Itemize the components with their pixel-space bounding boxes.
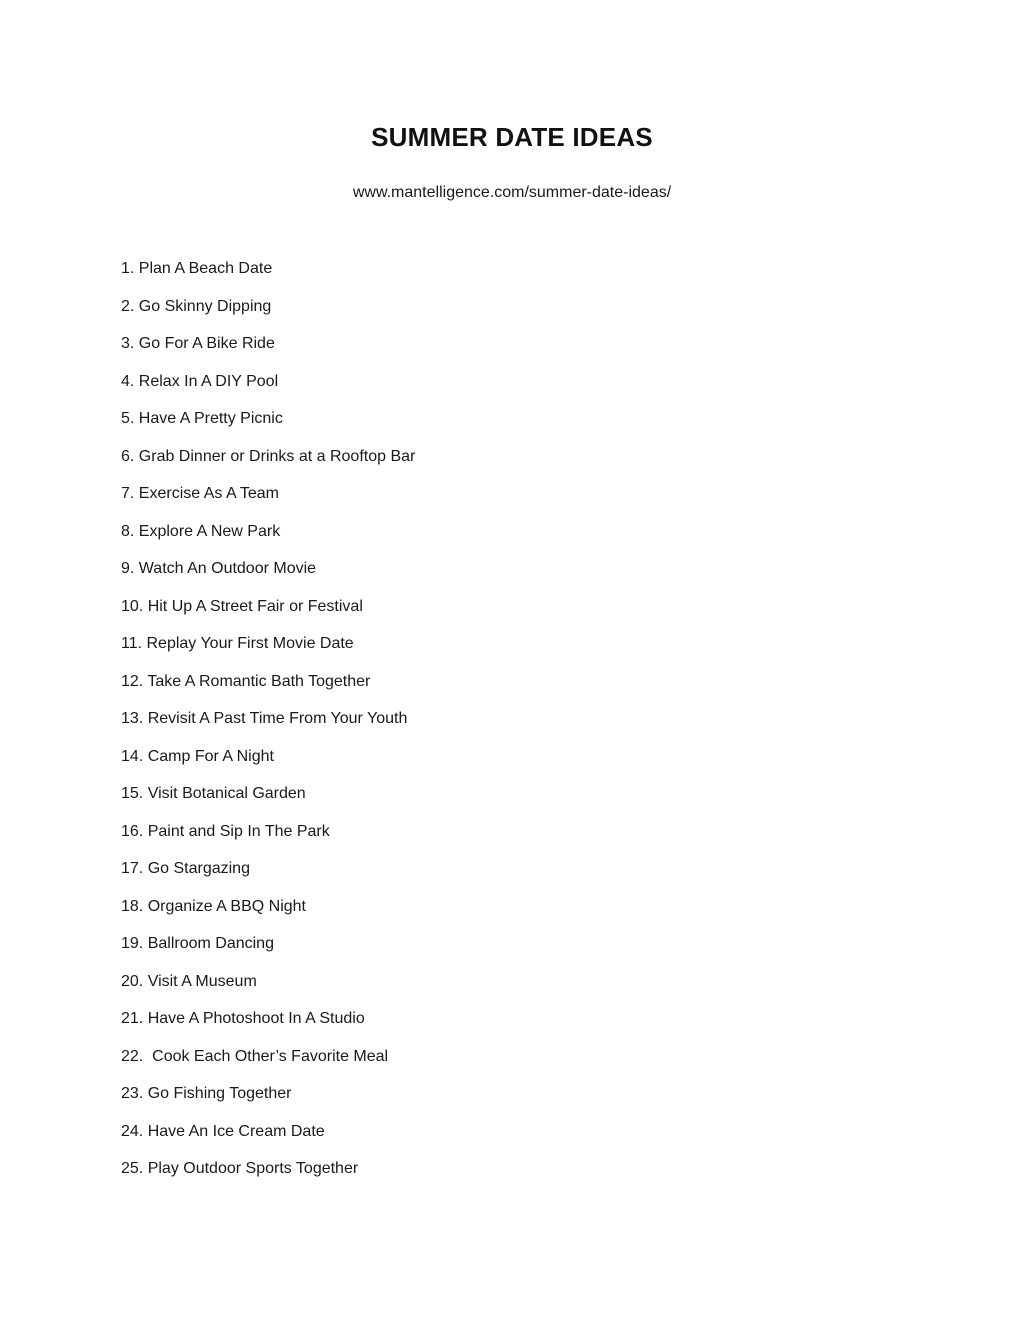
- list-item: 22. Cook Each Other’s Favorite Meal: [121, 1047, 389, 1065]
- list-item: 6. Grab Dinner or Drinks at a Rooftop Bar: [121, 447, 416, 465]
- list-item: 4. Relax In A DIY Pool: [121, 372, 279, 390]
- list-item: 24. Have An Ice Cream Date: [121, 1122, 325, 1140]
- list-item: 13. Revisit A Past Time From Your Youth: [121, 710, 408, 727]
- list-item: 15. Visit Botanical Garden: [121, 785, 306, 802]
- list-item: 19. Ballroom Dancing: [121, 935, 274, 952]
- list-item: 2. Go Skinny Dipping: [121, 297, 272, 315]
- source-url: www.mantelligence.com/summer-date-ideas/: [352, 184, 672, 201]
- list-item: 5. Have A Pretty Picnic: [121, 410, 283, 427]
- list-item: 21. Have A Photoshoot In A Studio: [121, 1010, 365, 1027]
- list-item: 20. Visit A Museum: [121, 972, 257, 990]
- list-item: 25. Play Outdoor Sports Together: [121, 1160, 359, 1177]
- list-item: 23. Go Fishing Together: [121, 1085, 292, 1102]
- list-item: 14. Camp For A Night: [121, 747, 274, 765]
- list-item: 18. Organize A BBQ Night: [121, 897, 306, 915]
- list-item: 3. Go For A Bike Ride: [121, 335, 275, 352]
- list-item: 8. Explore A New Park: [121, 522, 281, 540]
- date-ideas-list: [121, 258, 415, 1196]
- list-item: 10. Hit Up A Street Fair or Festival: [121, 597, 363, 615]
- list-item: 1. Plan A Beach Date: [121, 260, 273, 277]
- list-item: 7. Exercise As A Team: [121, 485, 280, 502]
- page-title: SUMMER DATE IDEAS: [371, 122, 653, 152]
- list-item: 17. Go Stargazing: [121, 860, 250, 877]
- list-item: 16. Paint and Sip In The Park: [121, 822, 330, 840]
- list-item: 12. Take A Romantic Bath Together: [121, 672, 371, 690]
- list-item: 11. Replay Your First Movie Date: [121, 635, 354, 652]
- list-item: 9. Watch An Outdoor Movie: [121, 560, 317, 577]
